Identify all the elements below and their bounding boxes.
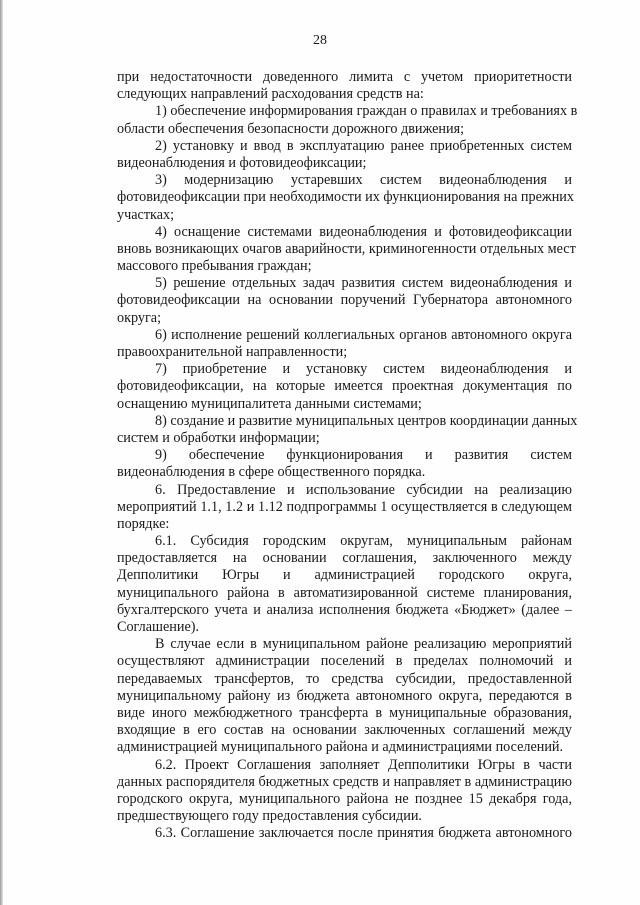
text-line: администрацией муниципального района и администрациями поселений.: [117, 739, 564, 756]
text-line: мероприятий 1.1, 1.2 и 1.12 подпрограммы 1 осуществляется в следующем: [117, 498, 572, 515]
text-line: городского округа, муниципального района не позднее 15 декабря года,: [117, 790, 572, 807]
text-line: муниципальному району из бюджета автономного округа, передаются в: [117, 687, 572, 704]
text-line: систем и обработки информации;: [117, 429, 320, 446]
text-line: входящие в его состав на основании заключенных соглашений между: [117, 722, 572, 739]
text-line: 5) решение отдельных задач развития систем видеонаблюдения и: [155, 275, 572, 292]
text-line: округа;: [117, 309, 162, 326]
text-line: Депполитики Югры и администрацией городского округа,: [117, 567, 572, 584]
text-line: 1) обеспечение информирования граждан о правилах и требованиях в: [155, 103, 578, 120]
text-line: порядке:: [117, 515, 170, 532]
text-line: 9) обеспечение функционирования и развития систем: [155, 447, 572, 464]
text-line: В случае если в муниципальном районе реализацию мероприятий: [155, 636, 572, 653]
text-line: при недостаточности доведенного лимита с учетом приоритетности: [117, 69, 572, 85]
text-line: данных распорядителя бюджетных средств и направляет в администрацию: [117, 773, 572, 790]
text-line: 3) модернизацию устаревших систем видеонаблюдения и: [155, 172, 572, 189]
text-line: видеонаблюдения и фотовидеофиксации;: [117, 154, 367, 171]
text-line: массового пребывания граждан;: [117, 258, 312, 275]
text-line: оснащению муниципалитета данными системами;: [117, 395, 422, 412]
text-line: передаваемых трансфертов, то средства субсидии, предоставленной: [117, 670, 572, 687]
text-line: осуществляют администрации поселений в пределах полномочий и: [117, 653, 572, 670]
text-line: бухгалтерского учета и анализа исполнения бюджета «Бюджет» (далее –: [117, 601, 572, 618]
text-line: 6. Предоставление и использование субсидии на реализацию: [155, 481, 572, 498]
body-text: [117, 69, 578, 842]
text-line: 6.2. Проект Соглашения заполняет Депполитики Югры в части: [155, 756, 572, 773]
text-line: 4) оснащение системами видеонаблюдения и фотовидеофиксации: [155, 223, 572, 240]
text-line: 8) создание и развитие муниципальных центров координации данных: [155, 412, 578, 429]
text-line: 2) установку и ввод в эксплуатацию ранее приобретенных систем: [155, 137, 572, 154]
text-line: следующих направлений расходования средств на:: [117, 86, 424, 103]
text-line: вновь возникающих очагов аварийности, криминогенности отдельных мест: [117, 240, 576, 257]
text-line: фотовидеофиксации при необходимости их функционирования на прежних: [117, 189, 574, 206]
text-line: виде иного межбюджетного трансферта в муниципальные образования,: [117, 704, 572, 721]
text-line: Соглашение).: [117, 619, 200, 635]
text-line: 7) приобретение и установку систем видеонаблюдения и: [155, 361, 572, 378]
text-line: предшествующего году предоставления субсидии.: [117, 808, 422, 825]
text-line: 6.3. Соглашение заключается после принятия бюджета автономного: [155, 825, 572, 842]
text-line: муниципального района в автоматизированной системе планирования,: [117, 584, 572, 601]
page-number: 28: [313, 33, 327, 48]
text-line: фотовидеофиксации, на которые имеется проектная документация по: [117, 378, 572, 395]
text-line: правоохранительной направленности;: [117, 344, 348, 360]
scan-edge: [0, 0, 3, 905]
text-line: предоставляется на основании соглашения, заключенного между: [117, 550, 572, 567]
text-line: участках;: [117, 206, 175, 223]
text-line: видеонаблюдения в сфере общественного порядка.: [117, 464, 426, 481]
text-line: области обеспечения безопасности дорожного движения;: [117, 120, 465, 137]
text-line: 6.1. Субсидия городским округам, муниципальным районам: [155, 533, 572, 550]
text-line: фотовидеофиксации на основании поручений Губернатора автономного: [117, 292, 572, 309]
text-line: 6) исполнение решений коллегиальных органов автономного округа: [155, 326, 572, 343]
